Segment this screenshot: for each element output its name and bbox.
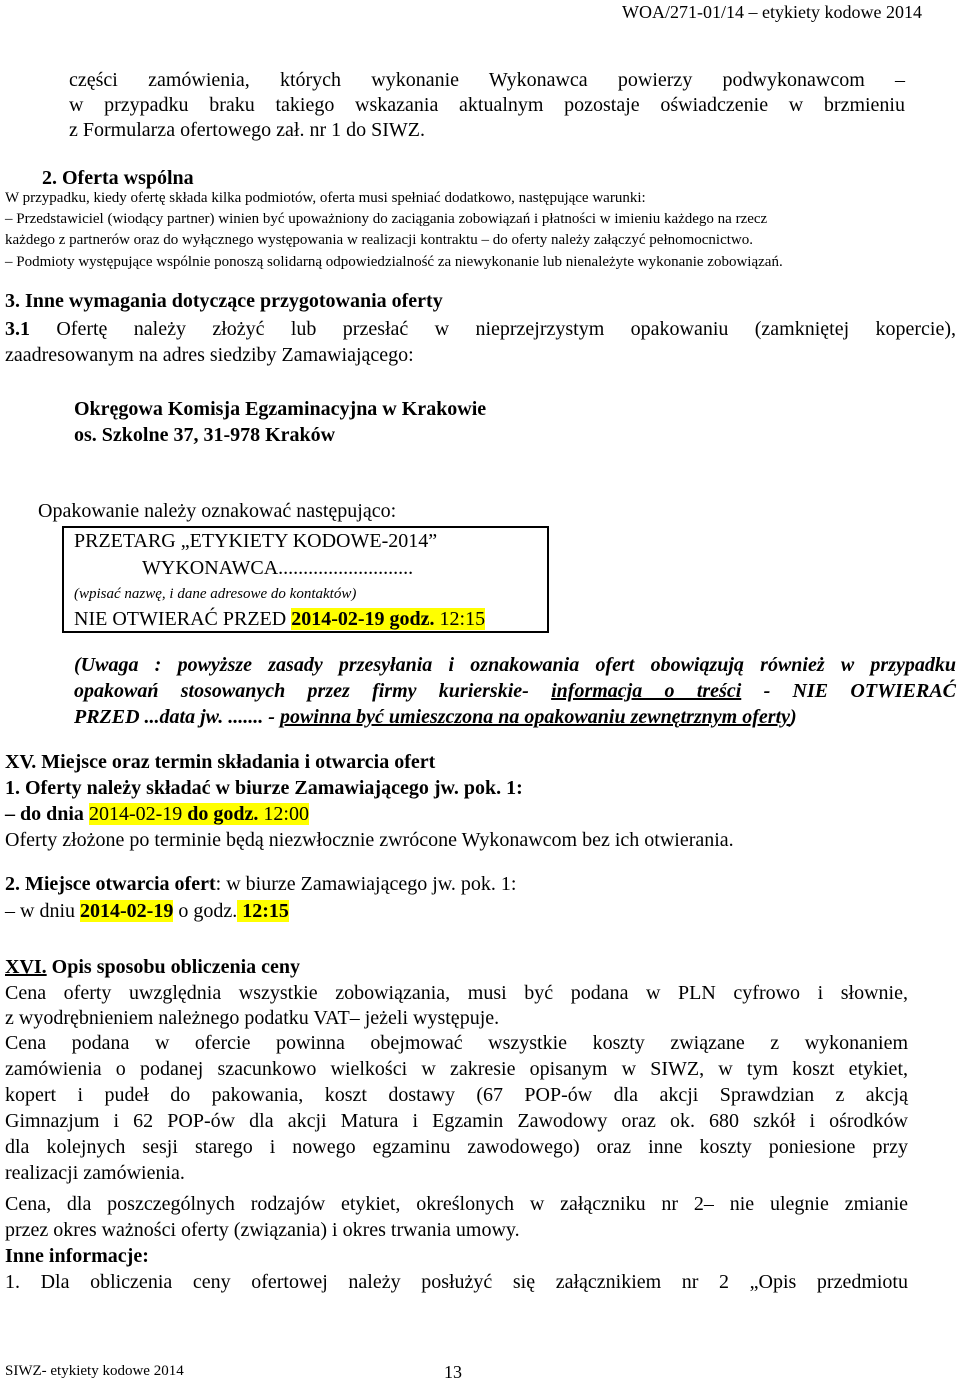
section-xvi-line-6: Gimnazjum i 62 POP-ów dla akcji Matura i Egzamin Zawodowy oraz ok. 680 szkół i ośrodków bbox=[5, 1110, 908, 1132]
other-info-item-1: 1. Dla obliczenia ceny ofertowej należy posłużyć się załącznikiem nr 2 „Opis przedmiotu bbox=[5, 1271, 908, 1293]
section-3-paragraph-line-1 bbox=[5, 318, 956, 341]
section-xv-opening bbox=[5, 900, 289, 923]
box-time-highlight: 12:15 bbox=[434, 608, 486, 630]
section-xv-late-note: Oferty złożone po terminie będą niezwłocznie zwrócone Wykonawcom bez ich otwierania. bbox=[5, 829, 734, 851]
section-3-1-number: 3.1 bbox=[5, 318, 30, 340]
box-line-1: PRZETARG „ETYKIETY KODOWE-2014” bbox=[74, 530, 438, 552]
footer-doc-title: SIWZ- etykiety kodowe 2014 bbox=[5, 1363, 184, 1379]
footer-page-number: 13 bbox=[444, 1362, 462, 1382]
section-3-1-text: Ofertę należy złożyć lub przesłać w nieprzejrzystym opakowaniu (zamkniętej kopercie), bbox=[30, 318, 956, 340]
section-xvi-line-1: Cena oferty uwzględnia wszystkie zobowiązania, musi być podana w PLN cyfrowo i słownie, bbox=[5, 982, 908, 1004]
note-do-not-open: - NIE OTWIERAĆ bbox=[741, 680, 956, 702]
box-line-4 bbox=[74, 608, 485, 631]
intro-line-1: części zamówienia, których wykonanie Wykonawca powierzy podwykonawcom – bbox=[69, 69, 905, 91]
opening-time-highlight: 12:15 bbox=[237, 900, 289, 922]
header-doc-ref: WOA/271-01/14 – etykiety kodowe 2014 bbox=[622, 2, 922, 22]
deadline-prefix: – do dnia bbox=[5, 803, 89, 825]
note-couriers-text: opakowań stosowanych przez firmy kurierskie- bbox=[74, 680, 552, 702]
intro-line-2: w przypadku braku takiego wskazania aktualnym pozostaje oświadczenie w brzmieniu bbox=[69, 94, 905, 116]
section-xvi-line-9: Cena, dla poszczególnych rodzajów etykiet, określonych w załączniku nr 2– nie ulegnie zmianie bbox=[5, 1193, 908, 1215]
section-xvi-line-10: przez okres ważności oferty (związania) i okres trwania umowy. bbox=[5, 1219, 520, 1241]
section-xvi-line-7: dla kolejnych sesji starego i nowego egzaminu zawodowego) oraz inne koszty poniesione przy bbox=[5, 1136, 908, 1158]
opening-place-text: : w biurze Zamawiającego jw. pok. 1: bbox=[215, 873, 517, 895]
box-date-highlight: 2014-02-19 bbox=[291, 608, 385, 630]
opening-godz: o godz. bbox=[173, 900, 238, 922]
note-line-1: (Uwaga : powyższe zasady przesyłania i oznakowania ofert obowiązują również w przypadku bbox=[74, 654, 956, 676]
address-line-2: os. Szkolne 37, 31-978 Kraków bbox=[74, 424, 336, 446]
box-not-open-text: NIE OTWIERAĆ PRZED bbox=[74, 608, 292, 630]
section-xv-item-1: 1. Oferty należy składać w biurze Zamawiającego jw. pok. 1: bbox=[5, 777, 523, 799]
section-2-line-4: – Podmioty występujące wspólnie ponoszą solidarną odpowiedzialność za niewykonanie lub nienależyte wykonanie zobowiązań. bbox=[5, 254, 783, 270]
intro-line-3: z Formularza ofertowego zał. nr 1 do SIWZ. bbox=[69, 119, 425, 141]
section-xvi-line-2: z wyodrębnieniem należnego podatku VAT– jeżeli występuje. bbox=[5, 1007, 500, 1029]
opening-place-label: 2. Miejsce otwarcia ofert bbox=[5, 873, 216, 895]
section-xvi-line-5: kopert i pudeł do pakowania, koszt dostawy (67 POP-ów dla akcji Sprawdzian z akcją bbox=[5, 1084, 908, 1106]
other-info-heading: Inne informacje: bbox=[5, 1245, 149, 1267]
section-xv-heading: XV. Miejsce oraz termin składania i otwarcia ofert bbox=[5, 751, 436, 773]
note-info-underlined: informacja o treści bbox=[551, 680, 742, 702]
section-xv-deadline bbox=[5, 803, 309, 826]
section-2-heading: 2. Oferta wspólna bbox=[42, 167, 194, 189]
note-before-date: PRZED ...data jw. ....... - bbox=[74, 706, 280, 728]
opening-prefix: – w dniu bbox=[5, 900, 80, 922]
box-line-3: (wpisać nazwę, i dane adresowe do kontaktów) bbox=[74, 586, 357, 602]
section-xvi-line-8: realizacji zamówienia. bbox=[5, 1162, 185, 1184]
section-xvi-number: XVI. bbox=[5, 956, 47, 978]
note-close-paren: ) bbox=[790, 706, 797, 728]
box-line-2: WYKONAWCA........................... bbox=[142, 557, 414, 579]
section-3-paragraph-line-2: zaadresowanym na adres siedziby Zamawiającego: bbox=[5, 344, 414, 366]
opening-date-highlight: 2014-02-19 bbox=[80, 900, 174, 922]
note-line-3 bbox=[74, 706, 797, 729]
section-xv-item-2 bbox=[5, 873, 516, 896]
box-godz-highlight: godz. bbox=[384, 608, 435, 630]
deadline-time-highlight: 12:00 bbox=[258, 803, 309, 825]
section-xvi-heading bbox=[5, 956, 300, 979]
note-line-2 bbox=[74, 680, 956, 703]
section-2-line-3: każdego z partnerów oraz do wyłącznego występowania w realizacji kontraktu – do oferty należy załączyć pełnomocnictwo. bbox=[5, 232, 754, 248]
section-xvi-line-4: zamówienia o podanej szacunkowo wielkości w zakresie opisanym w SIWZ, w tym koszt etykiet, bbox=[5, 1058, 908, 1080]
section-xvi-line-3: Cena podana w ofercie powinna obejmować wszystkie koszty związane z wykonaniem bbox=[5, 1032, 908, 1054]
address-line-1: Okręgowa Komisja Egzaminacyjna w Krakowie bbox=[74, 398, 487, 420]
section-3-heading: 3. Inne wymagania dotyczące przygotowania oferty bbox=[5, 290, 443, 312]
section-2-line-1: W przypadku, kiedy ofertę składa kilka podmiotów, oferta musi spełniać dodatkowo, następujące warunki: bbox=[5, 190, 646, 206]
section-2-line-2: – Przedstawiciel (wiodący partner) winien być upoważniony do zaciągania zobowiązań i płatności w imieniu każdego na rzecz bbox=[5, 211, 768, 227]
deadline-date-highlight: 2014-02-19 bbox=[88, 803, 183, 825]
deadline-godz-highlight: do godz. bbox=[182, 803, 259, 825]
packaging-label: Opakowanie należy oznakować następująco: bbox=[38, 500, 397, 522]
section-xvi-title: Opis sposobu obliczenia ceny bbox=[46, 956, 301, 978]
note-outer-packaging-underlined: powinna być umieszczona na opakowaniu zewnętrznym oferty bbox=[279, 706, 790, 728]
